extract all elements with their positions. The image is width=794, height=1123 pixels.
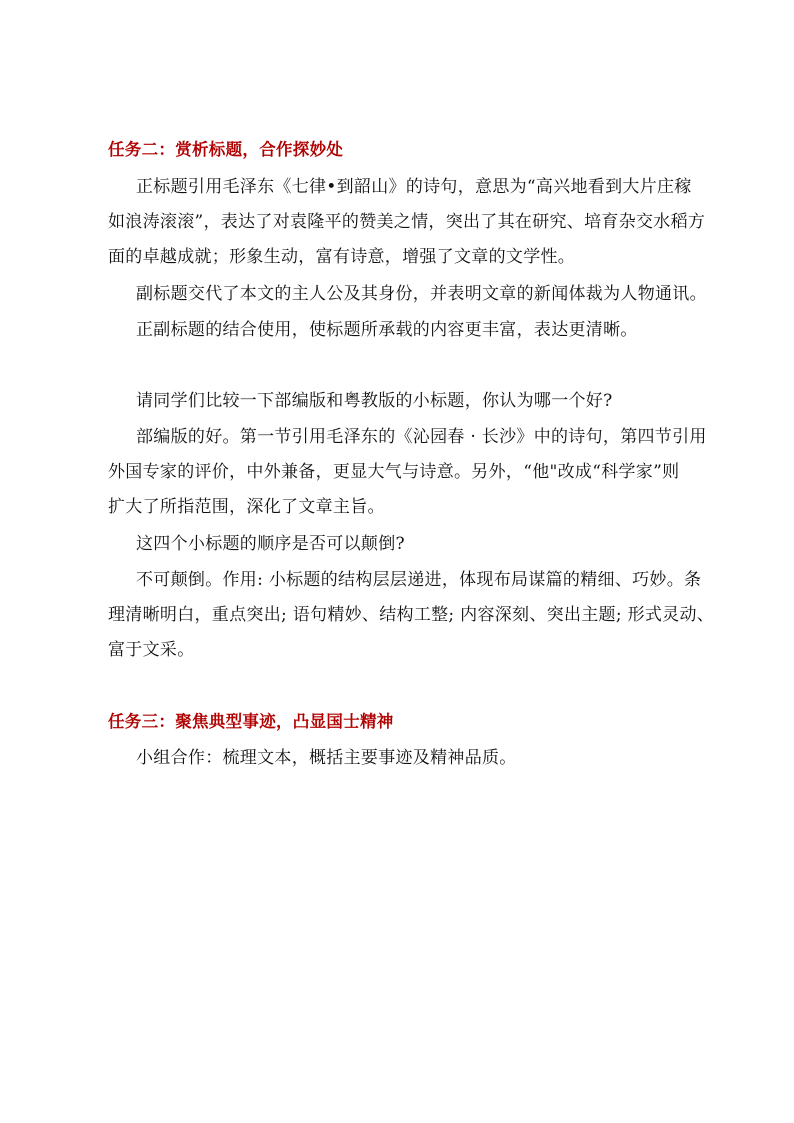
group-work-paragraph: 小组合作：梳理文本，概括主要事迹及精神品质。 (136, 748, 517, 768)
question-order: 这四个小标题的顺序是否可以颠倒? (136, 534, 405, 554)
subtitle-analysis-paragraph: 副标题交代了本文的主人公及其身份，并表明文章的新闻体裁为人物通讯。 (136, 284, 707, 304)
answer-order-line-1: 不可颠倒。作用: 小标题的结构层层递进，体现布局谋篇的精细、巧妙。条 (136, 570, 702, 590)
title-analysis-line-1: 正标题引用毛泽东《七律•到韶山》的诗句，意思为“高兴地看到大片庄稼 (136, 177, 692, 197)
answer-compare-line-3: 扩大了所指范围，深化了文章主旨。 (108, 497, 385, 517)
answer-compare-line-1: 部编版的好。第一节引用毛泽东的《沁园春 · 长沙》中的诗句，第四节引用 (136, 427, 707, 447)
task-three-heading: 任务三：聚焦典型事迹，凸显国士精神 (108, 712, 394, 731)
title-analysis-line-3: 面的卓越成就；形象生动，富有诗意，增强了文章的文学性。 (108, 247, 576, 267)
title-analysis-line-2: 如浪涛滚滚”，表达了对袁隆平的赞美之情，突出了其在研究、培育杂交水稻方 (108, 212, 706, 232)
answer-compare-line-2: 外国专家的评价，中外兼备，更显大气与诗意。另外，“他"改成“科学家”则 (108, 462, 680, 482)
answer-order-line-3: 富于文采。 (108, 640, 195, 660)
answer-order-line-2: 理清晰明白，重点突出; 语句精妙、结构工整; 内容深刻、突出主题; 形式灵动、 (108, 605, 715, 625)
combined-title-paragraph: 正副标题的结合使用，使标题所承载的内容更丰富，表达更清晰。 (136, 320, 638, 340)
task-two-heading: 任务二：赏析标题，合作探妙处 (108, 140, 344, 159)
question-compare-subtitles: 请同学们比较一下部编版和粤教版的小标题，你认为哪一个好? (136, 391, 613, 411)
